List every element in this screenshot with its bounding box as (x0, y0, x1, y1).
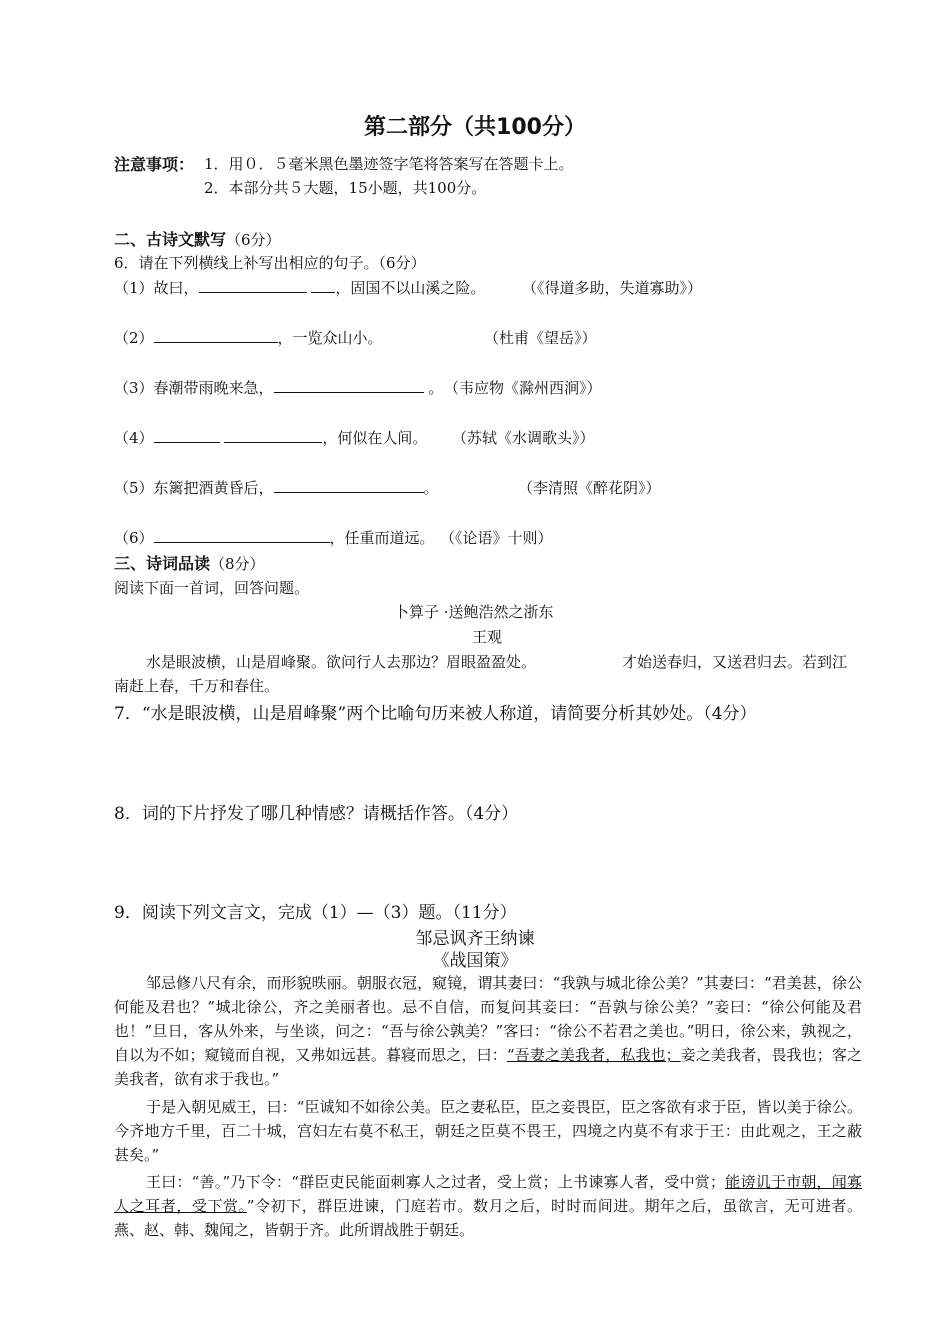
poem-author: 王观 (472, 628, 503, 646)
section3-points: （8分） (210, 555, 265, 573)
section3-heading-text: 三、诗词品读 (114, 554, 211, 573)
notice-label: 注意事项： (114, 155, 195, 174)
section3-heading (114, 551, 265, 574)
fill-blank-1a (199, 278, 307, 293)
fill-item-4-post: ，何似在人间。 (322, 429, 428, 447)
fill-item-6-pre: （6） (114, 529, 154, 547)
fill-blank-1b (311, 278, 335, 293)
passage-p1-text-b: 妾之美我者，畏我也；客之美我者，欲有求于我也。” (114, 1046, 862, 1088)
section2-heading-text: 二、古诗文默写 (114, 230, 227, 249)
fill-blank-5 (274, 478, 424, 493)
fill-item-2-post: ，一览众山小。 (277, 329, 383, 347)
passage-paragraph-2 (114, 1095, 862, 1167)
section3-intro: 阅读下面一首词，回答问题。 (114, 579, 310, 597)
passage-p2-text: 于是入朝见威王，曰：“臣诚知不如徐公美。臣之妻私臣，臣之妾畏臣，臣之客欲有求于臣，皆以美于徐公。今齐地方千里，百二十城，宫妇左右莫不私王，朝廷之臣莫不畏王，四境之内莫不有求于王：由此观之，王之蔽甚矣。” (114, 1098, 862, 1164)
fill-item-3 (114, 377, 443, 398)
fill-item-6-source: （《论语》十则） (440, 529, 553, 547)
question-6: 6．请在下列横线上补写出相应的句子。（6分） (114, 254, 426, 272)
fill-item-4-pre: （4） (114, 429, 154, 447)
poem-title: 卜算子 ·送鲍浩然之浙东 (394, 603, 554, 621)
passage-p3-text-a: 王曰：“善。”乃下令：“群臣吏民能面刺寡人之过者，受上赏；上书谏寡人者，受中赏； (146, 1173, 726, 1191)
fill-item-6 (114, 527, 435, 548)
passage-p3-underlined: 能谤讥于市朝，闻寡人之耳者，受下赏。 (114, 1173, 862, 1215)
poem-line-1b: 才始送春归，又送君归去。若到江 (622, 653, 848, 671)
fill-item-2-source: （杜甫《望岳》） (484, 329, 597, 347)
fill-item-6-post: ，任重而道远。 (329, 529, 435, 547)
notice-item-2: 2．本部分共５大题，15小题，共100分。 (204, 179, 487, 197)
passage-p3-text-b: ”令初下，群臣进谏，门庭若市。数月之后，时时而间进。期年之后，虽欲言，无可进者。燕、赵、韩、魏闻之，皆朝于齐。此所谓战胜于朝廷。 (114, 1197, 862, 1239)
fill-item-1-post: ，固国不以山溪之险。 (335, 279, 486, 297)
fill-item-3-pre: （3）春潮带雨晚来急， (114, 379, 274, 397)
fill-item-5-post: 。 (423, 479, 439, 497)
fill-item-5-source: （李清照《醉花阴》） (518, 479, 661, 497)
fill-item-5-pre: （5）东篱把酒黄昏后， (114, 479, 274, 497)
fill-item-2 (114, 327, 383, 348)
section2-heading (114, 227, 281, 250)
question-9: 9．阅读下列文言文，完成（1）—（3）题。（11分） (114, 903, 517, 923)
fill-item-1-source: （《得道多助，失道寡助》） (522, 279, 703, 297)
passage-paragraph-3 (114, 1170, 862, 1242)
notice-item-1: 1．用０．５毫米黑色墨迹签字笔将答案写在答题卡上。 (204, 155, 574, 173)
fill-blank-2 (154, 328, 278, 343)
fill-blank-3 (274, 378, 424, 393)
fill-blank-4a (154, 428, 220, 443)
passage-paragraph-1 (114, 971, 862, 1091)
fill-item-1-pre: （1）故曰， (114, 279, 199, 297)
fill-item-4-source: （苏轼《水调歌头》） (452, 429, 595, 447)
passage-title: 邹忌讽齐王纳谏 (415, 929, 535, 949)
page-title: 第二部分（共100分） (364, 115, 586, 140)
fill-blank-6 (154, 528, 330, 543)
question-7: 7．“水是眼波横，山是眉峰聚”两个比喻句历来被人称道，请简要分析其妙处。（4分） (114, 704, 757, 724)
fill-item-3-post: 。 (428, 379, 444, 397)
poem-line-1a: 水是眼波横，山是眉峰聚。欲问行人去那边？眉眼盈盈处。 (146, 653, 537, 671)
question-8: 8．词的下片抒发了哪几种情感？请概括作答。（4分） (114, 804, 519, 824)
fill-blank-4b (224, 428, 322, 443)
fill-item-5 (114, 477, 439, 498)
passage-p1-text-a: 邹忌修八尺有余，而形貌昳丽。朝服衣冠，窥镜，谓其妻曰：“我孰与城北徐公美？”其妻曰：“君美甚，徐公何能及君也？”城北徐公，齐之美丽者也。忌不自信，而复问其妾曰：“吾孰与徐公美？”妾曰：“徐公何能及君也！”旦日，客从外来，与坐谈，问之：“吾与徐公孰美？”客曰：“徐公不若君之美也。”明日，徐公来，孰视之，自以为不如；窥镜而自视，又弗如远甚。暮寝而思之，曰： (114, 974, 862, 1064)
fill-item-4 (114, 427, 427, 448)
fill-item-2-pre: （2） (114, 329, 154, 347)
fill-item-1 (114, 277, 485, 298)
passage-p1-underlined: “吾妻之美我者，私我也； (506, 1046, 681, 1064)
section2-points: （6分） (226, 231, 281, 249)
passage-source: 《战国策》 (432, 951, 518, 971)
fill-item-3-source: （韦应物《滁州西涧》） (444, 379, 602, 397)
poem-line-2: 南赶上春，千万和春住。 (114, 677, 280, 695)
